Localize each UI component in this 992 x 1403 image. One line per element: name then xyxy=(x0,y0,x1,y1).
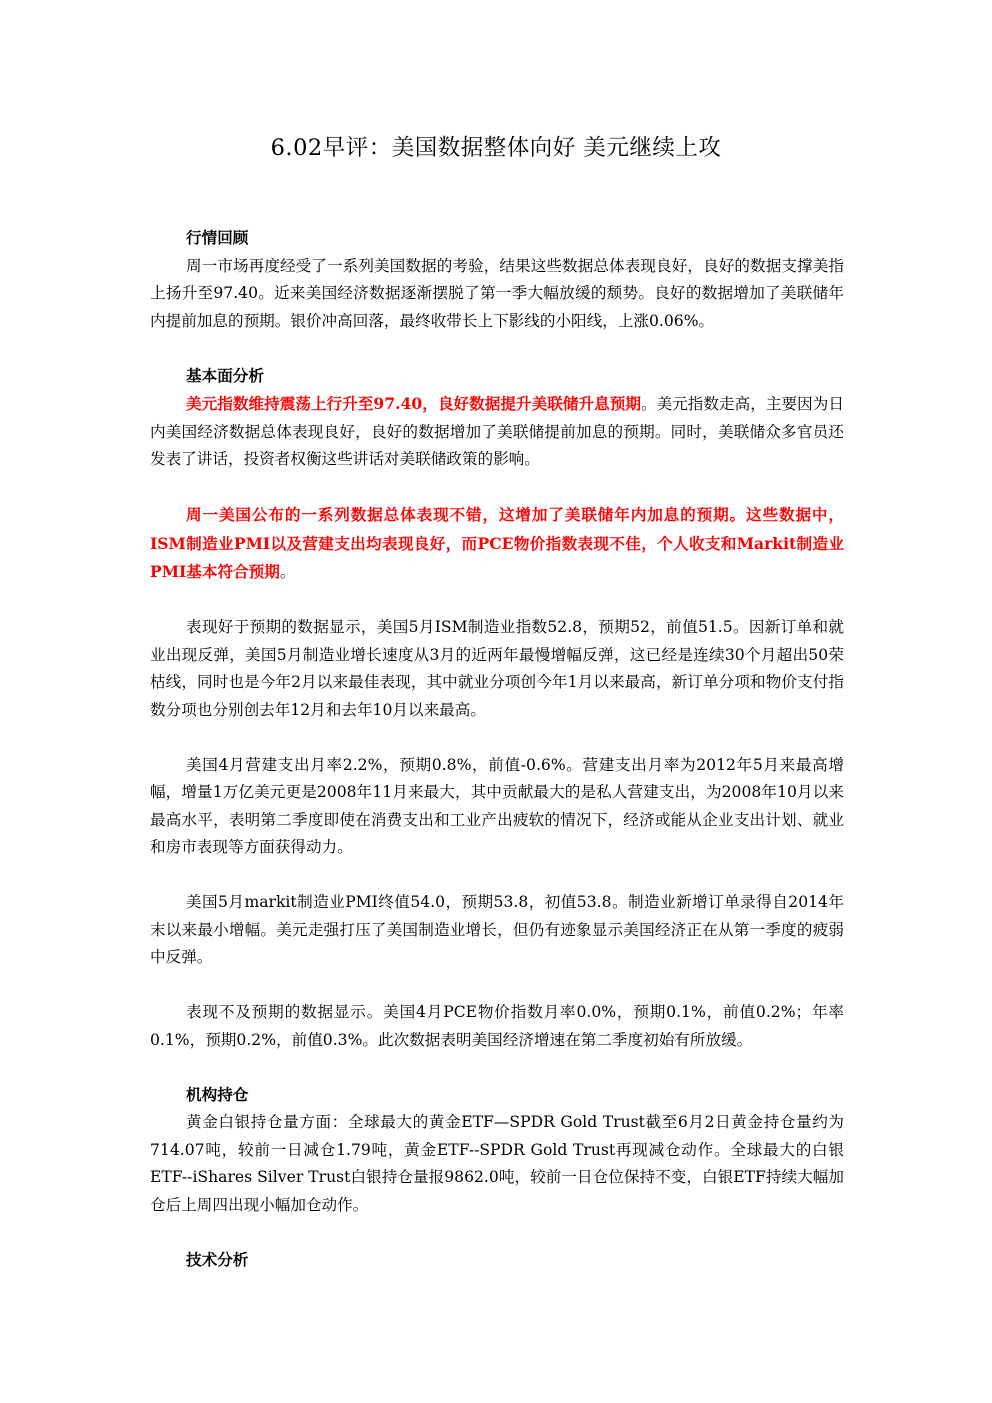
spacer xyxy=(150,972,844,1000)
review-paragraph: 周一市场再度经受了一系列美国数据的考验，结果这些数据总体表现良好，良好的数据支撑美指上扬升至97.40。近来美国经济数据逐渐摆脱了第一季大幅放缓的颓势。良好的数据增加了美联储年内提前加息的预期。银价冲高回落，最终收带长上下影线的小阳线，上涨0.06%。 xyxy=(150,256,844,330)
highlight-text: 周一美国公布的一系列数据总体表现不错，这增加了美联储年内加息的预期。这些数据中，ISM制造业PMI以及营建支出均表现良好，而PCE物价指数表现不佳，个人收支和Markit制造业PMI基本符合预期 xyxy=(150,505,844,581)
spacer xyxy=(150,1054,844,1082)
fundamental-paragraph-2 xyxy=(150,501,844,587)
fundamental-paragraph-6: 表现不及预期的数据显示。美国4月PCE物价指数月率0.0%，预期0.1%，前值0.2%；年率0.1%，预期0.2%，前值0.3%。此次数据表明美国经济增速在第二季度初始有所放缓。 xyxy=(150,1003,844,1049)
body-text: 。美元指数走高，主要因为日内美国经济数据总体表现良好，良好的数据增加了美联储提前加息的预期。同时，美联储众多官员还发表了讲话，投资者权衡这些讲话对美联储政策的影响。 xyxy=(150,395,844,468)
section-heading-review: 行情回顾 xyxy=(186,229,249,247)
fundamental-paragraph-4: 美国4月营建支出月率2.2%，预期0.8%，前值-0.6%。营建支出月率为2012年5月来最高增幅，增量1万亿美元更是2008年11月来最大，其中贡献最大的是私人营建支出，为2008年10月以来最高水平，表明第二季度即使在消费支出和工业产出疲软的情况下，经济或能从企业支出计划、就业和房市表现等方面获得动力。 xyxy=(150,755,844,856)
section-heading-holdings: 机构持仓 xyxy=(186,1085,249,1104)
highlight-text: 美元指数维持震荡上行升至97.40，良好数据提升美联储升息预期 xyxy=(186,394,641,413)
section-heading-technical: 技术分析 xyxy=(186,1250,249,1269)
spacer xyxy=(150,1219,844,1247)
spacer xyxy=(150,724,844,752)
spacer xyxy=(150,862,844,890)
spacer xyxy=(150,335,844,363)
fundamental-paragraph-1 xyxy=(150,390,844,474)
holdings-paragraph: 黄金白银持仓量方面：全球最大的黄金ETF—SPDR Gold Trust截至6月2日黄金持仓量约为714.07吨，较前一日减仓1.79吨，黄金ETF--SPDR Gold Trust再现减仓动作。全球最大的白银ETF--iShares Silver Trust白银持仓量报9862.0吨，较前一日仓位保持不变，白银ETF持续大幅加仓后上周四出现小幅加仓动作。 xyxy=(150,1113,844,1214)
spacer xyxy=(150,474,844,502)
section-heading-fundamental: 基本面分析 xyxy=(186,366,264,385)
body-text: 。 xyxy=(279,563,296,581)
fundamental-paragraph-3: 表现好于预期的数据显示，美国5月ISM制造业指数52.8，预期52，前值51.5。因新订单和就业出现反弹，美国5月制造业增长速度从3月的近两年最慢增幅反弹，这已经是连续30个月超出50荣枯线，同时也是今年2月以来最佳表现，其中就业分项创今年1月以来最高，新订单分项和物价支付指数分项也分别创去年12月和去年10月以来最高。 xyxy=(150,618,844,719)
page-title: 6.02早评：美国数据整体向好 美元继续上攻 xyxy=(270,135,722,161)
document-body xyxy=(150,225,844,1274)
spacer xyxy=(150,587,844,615)
fundamental-paragraph-5: 美国5月markit制造业PMI终值54.0，预期53.8，初值53.8。制造业新增订单录得自2014年末以来最小增幅。美元走强打压了美国制造业增长，但仍有迹象显示美国经济正在从第一季度的疲弱中反弹。 xyxy=(150,893,844,966)
